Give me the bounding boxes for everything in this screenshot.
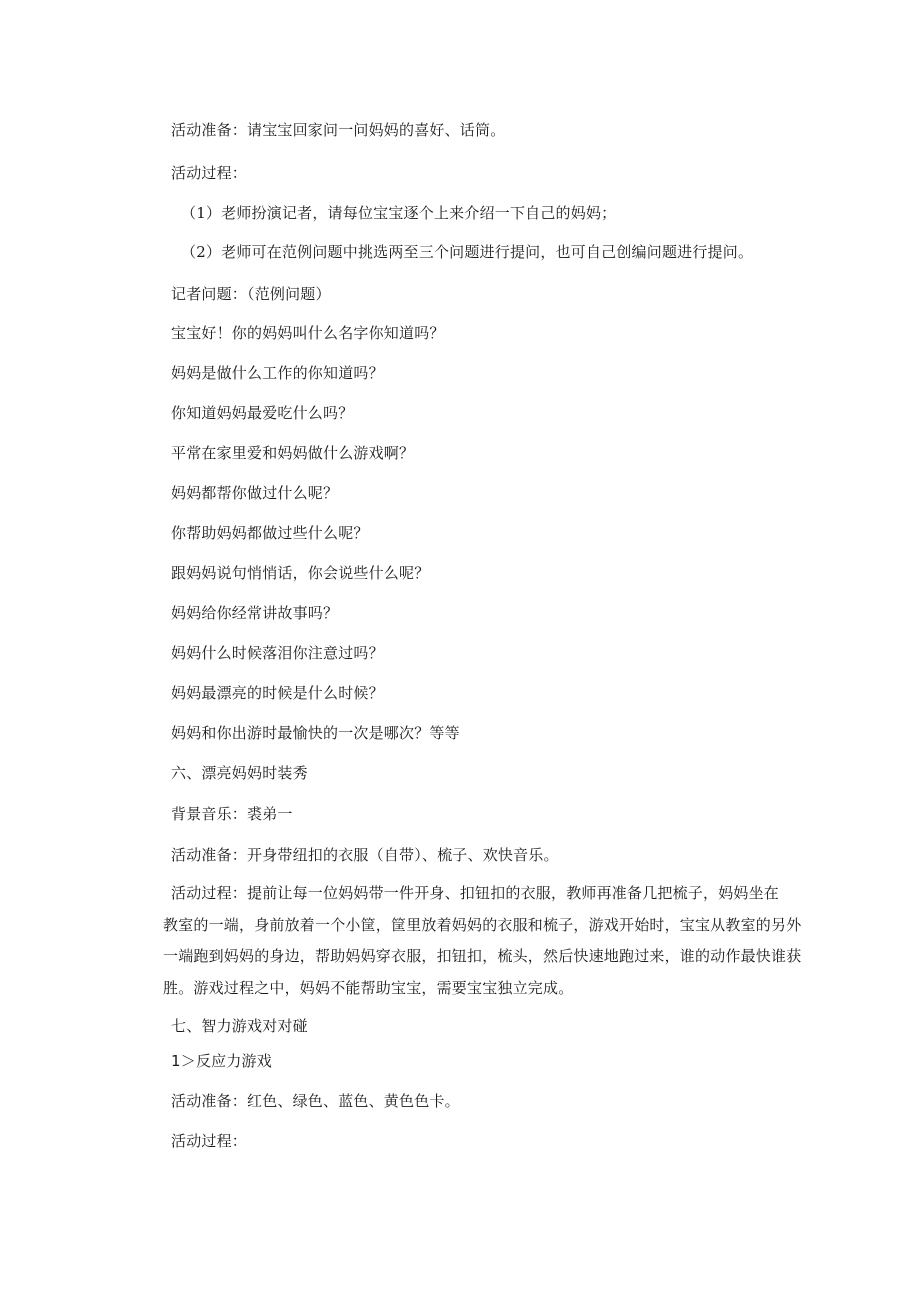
text-line: 你帮助妈妈都做过些什么呢？: [171, 524, 369, 542]
text-line: 妈妈是做什么工作的你知道吗？: [171, 364, 384, 382]
text-line: 妈妈都帮你做过什么呢？: [171, 484, 339, 502]
section-heading: 七、智力游戏对对碰: [171, 1017, 308, 1035]
text-line: 妈妈给你经常讲故事吗？: [171, 604, 339, 622]
text-line: （1）老师扮演记者，请每位宝宝逐个上来介绍一下自己的妈妈；: [181, 204, 617, 222]
text-line: 活动准备：请宝宝回家问一问妈妈的喜好、话筒。: [171, 121, 506, 139]
paragraph-line: 教室的一端，身前放着一个小筐，筐里放着妈妈的衣服和梳子，游戏开始时，宝宝从教室的另外: [163, 915, 802, 934]
text-line: 妈妈什么时候落泪你注意过吗？: [171, 644, 384, 662]
text-line: 活动过程：: [171, 1132, 248, 1150]
subsection-heading: 1＞反应力游戏: [171, 1052, 272, 1070]
text-line: 跟妈妈说句悄悄话，你会说些什么呢？: [171, 564, 430, 582]
text-line: 妈妈和你出游时最愉快的一次是哪次？等等: [171, 724, 460, 742]
text-line: （2）老师可在范例问题中挑选两至三个问题进行提问，也可自己创编问题进行提问。: [181, 243, 754, 261]
text-line: 活动过程：: [171, 164, 248, 182]
text-line: 活动准备：开身带纽扣的衣服（自带）、梳子、欢快音乐。: [171, 846, 559, 864]
text-line: 平常在家里爱和妈妈做什么游戏啊？: [171, 444, 415, 462]
text-line: 背景音乐：裘弟一: [171, 805, 293, 823]
section-heading: 六、漂亮妈妈时装秀: [171, 764, 308, 782]
paragraph-line: 活动过程：提前让每一位妈妈带一件开身、扣钮扣的衣服，教师再准备几把梳子，妈妈坐在: [171, 884, 780, 902]
text-line: 活动准备：红色、绿色、蓝色、黄色色卡。: [171, 1092, 460, 1110]
text-line: 宝宝好！你的妈妈叫什么名字你知道吗？: [171, 324, 445, 342]
text-line: 你知道妈妈最爱吃什么吗？: [171, 404, 354, 422]
text-line: 妈妈最漂亮的时候是什么时候？: [171, 684, 384, 702]
paragraph-line: 胜。游戏过程之中，妈妈不能帮助宝宝，需要宝宝独立完成。: [163, 978, 574, 997]
activity-process-paragraph: [163, 878, 802, 1004]
text-line: 记者问题：（范例问题）: [171, 285, 331, 303]
paragraph-line: 一端跑到妈妈的身边，帮助妈妈穿衣服，扣钮扣，梳头，然后快速地跑过来，谁的动作最快谁获: [163, 947, 802, 965]
